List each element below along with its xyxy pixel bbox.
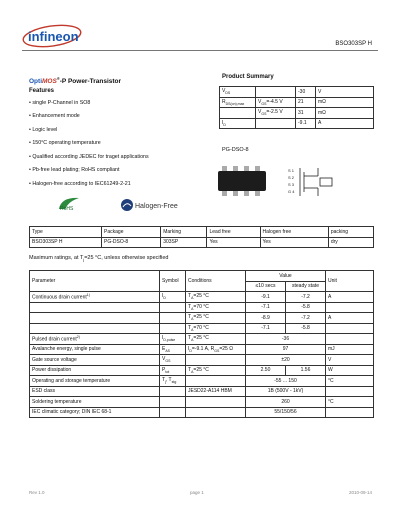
footer-rev: Rev 1.0 [29, 490, 45, 495]
page-title: OptiMOS®-P Power-Transistor [29, 76, 122, 86]
svg-text:RoHS: RoHS [60, 206, 74, 211]
rohs-badge [57, 195, 83, 211]
summary-row: $I_D$ -9.1 A [220, 118, 374, 129]
ratings-row: IEC climatic category; DIN IEC 68-1 55/150/56 [30, 407, 374, 418]
ordering-header-row: Type Package Marking Lead free Halogen free packing [30, 227, 374, 238]
ratings-row: Gate source voltage $V_{GS}$ ±20 V [30, 355, 374, 366]
ratings-row: $T_A=70$ °C -7.1 -5.8 [30, 302, 374, 313]
features-heading: Features [29, 88, 55, 94]
halogen-free-badge [120, 197, 190, 213]
infineon-logo [22, 24, 84, 50]
max-ratings-note: Maximum ratings, at $T_j=25$ °C, unless otherwise specified [29, 255, 169, 263]
ratings-row: Soldering temperature 260 °C [30, 397, 374, 408]
pin-label: S 3 [288, 182, 295, 187]
feature-item: • Qualified according JEDEC for traget applications [29, 154, 149, 160]
ratings-row: Avalanche energy, single pulse $E_{AS}$ $I_D=-9.1$ A, $R_{GS}=25$ Ω 97 mJ [30, 344, 374, 355]
ratings-header-row: Parameter Symbol Conditions Value Unit [30, 271, 374, 282]
summary-row: $R_{DS(on),max}$ $V_{GS}=-4.5$ V 21 mΩ [220, 97, 374, 108]
ratings-row: ESD class JESD22-A114 HBM 1B (500V - 1kV) [30, 386, 374, 397]
feature-item: • single P-Channel in SO8 [29, 100, 91, 106]
footer-page: page 1 [190, 490, 204, 495]
ratings-row: Operating and storage temperature $T_j$, $T_{stg}$ -55 ... 150 °C [30, 376, 374, 387]
package-label: PG-DSO-8 [222, 147, 249, 153]
ratings-row: Pulsed drain current$^{2)}$ $I_{D,pulse}$ $T_A=25$ °C -36 [30, 334, 374, 345]
ratings-row: Continuous drain current$^{1)}$ $I_D$ $T_A=25$ °C -9.1 -7.2 A [30, 292, 374, 303]
feature-item: • 150°C operating temperature [29, 140, 101, 146]
pin-label: S 2 [288, 175, 295, 180]
ratings-row: Power dissipation $P_{tot}$ $T_A=25$ °C 2.50 1.56 W [30, 365, 374, 376]
ratings-row: $T_A=25$ °C -8.9 -7.2 A [30, 313, 374, 324]
feature-item: • Pb-free lead plating; RoHS compliant [29, 167, 120, 173]
summary-row: $V_{DS}$ -30 V [220, 87, 374, 98]
pin-label: S 1 [288, 168, 295, 173]
mosfet-symbol-icon [288, 164, 348, 200]
logo-text: infineon [28, 29, 79, 44]
ordering-row: BSO303SP H PG-DSO-8 303SP Yes Yes dry [30, 237, 374, 248]
feature-item: • Enhancement mode [29, 113, 80, 119]
product-summary-heading: Product Summary [222, 74, 274, 80]
max-ratings-table [29, 270, 374, 418]
pin-label: G 4 [288, 189, 295, 194]
ratings-row: $T_A=70$ °C -7.1 -5.8 [30, 323, 374, 334]
feature-item: • Logic level [29, 127, 58, 133]
part-number-header: BSO303SP H [335, 41, 372, 47]
svg-text:Halogen-Free: Halogen-Free [135, 203, 178, 210]
feature-item: • Halogen-free according to IEC61249-2-21 [29, 181, 131, 187]
summary-row: $V_{GS}=-2.5$ V 31 mΩ [220, 108, 374, 119]
ordering-table [29, 226, 374, 248]
ratings-subheader-row: ≤10 secs steady state [30, 281, 374, 292]
footer-date: 2010-09-14 [348, 490, 372, 495]
product-summary-table [219, 86, 374, 129]
header-divider [22, 50, 378, 51]
so8-package-icon [212, 163, 272, 199]
